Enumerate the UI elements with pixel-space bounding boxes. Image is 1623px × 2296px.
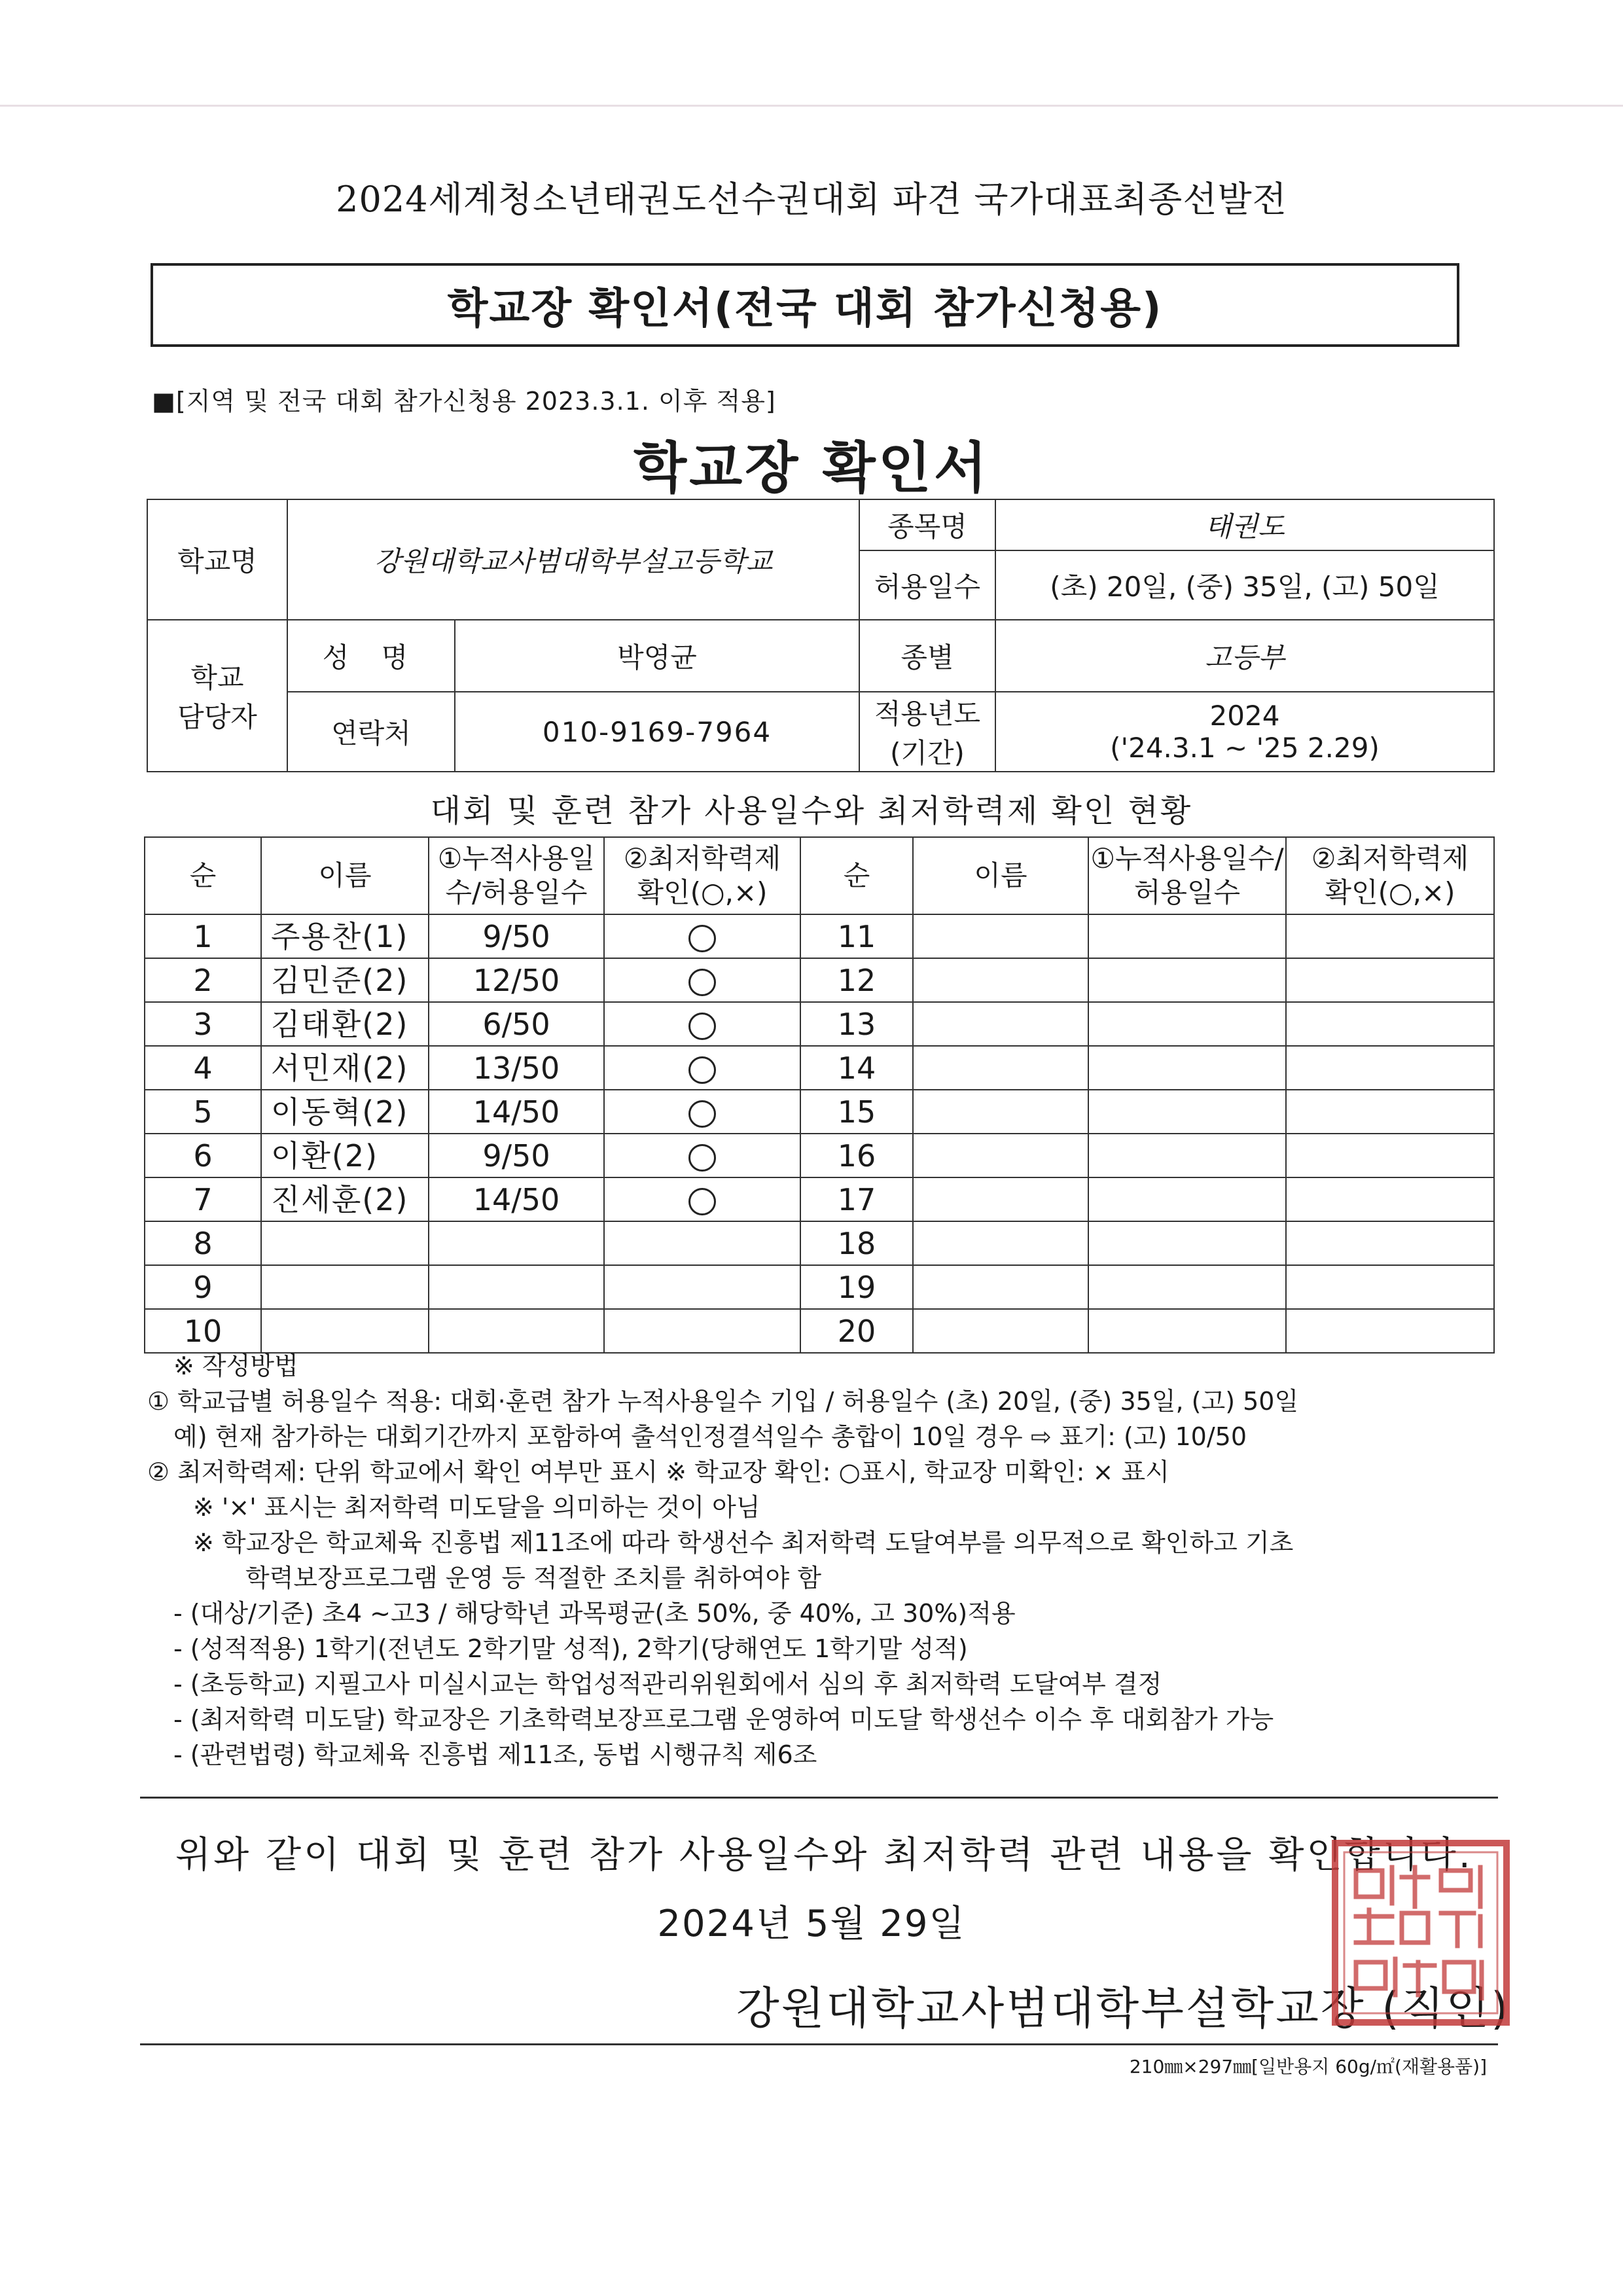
bottom-rule [140,2043,1498,2045]
row-used-days-right [1088,1090,1286,1134]
roster-row [145,1265,1494,1309]
header-days-left-line2: 수/허용일수 [445,876,588,908]
year-value-line1: 2024 [1209,700,1280,732]
row-check-mark [604,1177,800,1221]
row-seq-right: 11 [800,914,913,958]
row-name: 김태환(2) [261,1002,429,1046]
row-name: 진세훈(2) [261,1177,429,1221]
header-seq-right: 순 [800,837,913,914]
header-days-right [1088,837,1286,914]
allowed-days-label: 허용일수 [859,550,995,620]
instruction-line: - (최저학력 미도달) 학교장은 기초학력보장프로그램 운영하여 미도달 학생선수 이수 후 대회참가 가능 [173,1705,1274,1734]
row-name: 이환(2) [261,1134,429,1177]
row-seq: 4 [145,1046,261,1090]
row-check-mark-right [1286,1309,1494,1353]
instruction-line: ※ '×' 표시는 최저학력 미도달을 의미하는 것이 아님 [193,1493,760,1522]
row-used-days: 14/50 [429,1177,604,1221]
row-seq-right: 16 [800,1134,913,1177]
row-name-right [913,1002,1088,1046]
row-check-mark [604,1046,800,1090]
row-name [261,1221,429,1265]
section-title: 대회 및 훈련 참가 사용일수와 최저학력제 확인 현황 [430,793,1193,829]
roster-row [145,1046,1494,1090]
circle-mark-icon [688,1188,716,1215]
year-label [859,692,995,772]
circle-mark-icon [688,1013,716,1040]
manager-label-line1: 학교 [190,662,244,694]
header-days-right-line2: 허용일수 [1133,876,1241,908]
row-seq: 7 [145,1177,261,1221]
row-seq: 8 [145,1221,261,1265]
principal-signature: 강원대학교사범대학부설학교장 (직인) [736,1983,1510,2035]
header-days-right-line1: ①누적사용일수/ [1090,842,1284,874]
row-seq: 1 [145,914,261,958]
row-seq-right: 20 [800,1309,913,1353]
row-check-mark [604,1265,800,1309]
row-check-mark-right [1286,1134,1494,1177]
row-used-days-right [1088,1046,1286,1090]
roster-row [145,914,1494,958]
row-seq-right: 18 [800,1221,913,1265]
row-seq-right: 15 [800,1090,913,1134]
row-check-mark [604,1090,800,1134]
roster-table [144,836,1495,1354]
row-used-days-right [1088,958,1286,1002]
row-check-mark-right [1286,914,1494,958]
row-seq-right: 14 [800,1046,913,1090]
row-name: 이동혁(2) [261,1090,429,1134]
row-used-days [429,1221,604,1265]
header-check-right-line1: ②최저학력제 [1311,842,1469,874]
roster-row [145,1177,1494,1221]
roster-row [145,1002,1494,1046]
header-name-right: 이름 [913,837,1088,914]
instruction-line: - (초등학교) 지필고사 미실시교는 학업성적관리위원회에서 심의 후 최저학력 도달여부 결정 [173,1670,1162,1698]
sport-value: 태권도 [995,499,1494,550]
row-check-mark-right [1286,1221,1494,1265]
instruction-line: 학력보장프로그램 운영 등 적절한 조치를 취하여야 함 [245,1564,822,1592]
school-name: 강원대학교사범대학부설고등학교 [287,499,859,620]
row-name-right [913,1090,1088,1134]
row-used-days: 6/50 [429,1002,604,1046]
row-name [261,1309,429,1353]
row-used-days: 13/50 [429,1046,604,1090]
row-name: 주용찬(1) [261,914,429,958]
category-value: 고등부 [995,620,1494,692]
header-check-left-line1: ②최저학력제 [623,842,781,874]
row-seq: 2 [145,958,261,1002]
name-value: 박영균 [455,620,859,692]
row-name: 김민준(2) [261,958,429,1002]
row-check-mark [604,1309,800,1353]
row-used-days: 14/50 [429,1090,604,1134]
allowed-days-value: (초) 20일, (중) 35일, (고) 50일 [995,550,1494,620]
sport-label: 종목명 [859,499,995,550]
row-used-days-right [1088,914,1286,958]
contact-label: 연락처 [287,692,455,772]
paper-spec: 210㎜×297㎜[일반용지 60g/㎡(재활용품)] [1129,2056,1487,2077]
roster-row [145,958,1494,1002]
row-used-days: 9/50 [429,1134,604,1177]
row-name: 서민재(2) [261,1046,429,1090]
confirmation-statement: 위와 같이 대회 및 훈련 참가 사용일수와 최저학력 관련 내용을 확인합니다. [175,1834,1473,1876]
applicability-note: ■[지역 및 전국 대회 참가신청용 2023.3.1. 이후 적용] [152,387,776,416]
row-used-days-right [1088,1134,1286,1177]
row-name-right [913,1309,1088,1353]
row-name-right [913,1046,1088,1090]
year-value-line2: ('24.3.1 ~ '25 2.29) [1110,732,1380,764]
roster-row [145,1090,1494,1134]
row-used-days-right [1088,1221,1286,1265]
row-used-days: 12/50 [429,958,604,1002]
separator-rule [140,1797,1498,1799]
row-check-mark-right [1286,1046,1494,1090]
issue-date: 2024년 5월 29일 [657,1903,966,1945]
row-check-mark [604,1134,800,1177]
instruction-line: ※ 학교장은 학교체육 진흥법 제11조에 따라 학생선수 최저학력 도달여부를 의무적으로 확인하고 기초 [193,1528,1294,1557]
row-seq: 6 [145,1134,261,1177]
circle-mark-icon [688,925,716,952]
row-check-mark [604,1221,800,1265]
row-seq: 3 [145,1002,261,1046]
instruction-line: ② 최저학력제: 단위 학교에서 확인 여부만 표시 ※ 학교장 확인: ○표시, 학교장 미확인: × 표시 [147,1458,1169,1486]
top-rule [0,105,1623,107]
manager-label [147,620,287,772]
circle-mark-icon [688,1144,716,1172]
row-name-right [913,1265,1088,1309]
row-used-days [429,1309,604,1353]
row-check-mark-right [1286,1177,1494,1221]
header-days-left-line1: ①누적사용일 [437,842,596,874]
row-name [261,1265,429,1309]
instruction-line: - (대상/기준) 초4 ~고3 / 해당학년 과목평균(초 50%, 중 40%, 고 30%)적용 [173,1599,1016,1628]
row-name-right [913,914,1088,958]
year-value [995,692,1494,772]
row-seq-right: 12 [800,958,913,1002]
header-check-right [1286,837,1494,914]
contact-value: 010-9169-7964 [455,692,859,772]
row-used-days [429,1265,604,1309]
form-title-box [151,263,1459,347]
instructions-heading: ※ 작성방법 [173,1352,298,1380]
row-used-days-right [1088,1002,1286,1046]
school-info-table [147,499,1495,772]
header-check-left [604,837,800,914]
header-name-left: 이름 [261,837,429,914]
roster-row [145,1309,1494,1353]
row-used-days-right [1088,1309,1286,1353]
official-seal [1330,1838,1512,2028]
header-days-left [429,837,604,914]
row-check-mark [604,1002,800,1046]
row-name-right [913,958,1088,1002]
row-name-right [913,1221,1088,1265]
circle-mark-icon [688,1056,716,1084]
row-check-mark-right [1286,1265,1494,1309]
row-name-right [913,1177,1088,1221]
circle-mark-icon [688,969,716,996]
document-title: 학교장 확인서 [633,436,990,500]
row-used-days: 9/50 [429,914,604,958]
instructions [147,1348,1502,1772]
row-seq-right: 13 [800,1002,913,1046]
instruction-line: - (관련법령) 학교체육 진흥법 제11조, 동법 시행규칙 제6조 [173,1740,817,1769]
instruction-line: ① 학교급별 허용일수 적용: 대회·훈련 참가 누적사용일수 기입 / 허용일수 (초) 20일, (중) 35일, (고) 50일 [147,1387,1299,1416]
instruction-line: - (성적적용) 1학기(전년도 2학기말 성적), 2학기(당해연도 1학기말 성적) [173,1634,968,1663]
row-name-right [913,1134,1088,1177]
row-check-mark [604,914,800,958]
instruction-line: 예) 현재 참가하는 대회기간까지 포함하여 출석인정결석일수 총합이 10일 경우 ⇨ 표기: (고) 10/50 [173,1422,1247,1451]
row-used-days-right [1088,1177,1286,1221]
header-seq-left: 순 [145,837,261,914]
row-seq-right: 19 [800,1265,913,1309]
event-title: 2024세계청소년태권도선수권대회 파견 국가대표최종선발전 [336,179,1287,220]
row-used-days-right [1088,1265,1286,1309]
form-title: 학교장 확인서(전국 대회 참가신청용) [447,285,1163,333]
header-check-right-line2: 확인(○,×) [1325,876,1455,908]
row-check-mark-right [1286,1002,1494,1046]
school-label: 학교명 [147,499,287,620]
row-seq: 9 [145,1265,261,1309]
row-seq: 10 [145,1309,261,1353]
row-seq-right: 17 [800,1177,913,1221]
row-check-mark [604,958,800,1002]
category-label: 종별 [859,620,995,692]
header-check-left-line2: 확인(○,×) [637,876,768,908]
year-label-line1: 적용년도 [874,698,981,730]
manager-label-line2: 담당자 [177,701,257,733]
row-check-mark-right [1286,958,1494,1002]
year-label-line2: (기간) [890,737,965,769]
circle-mark-icon [688,1100,716,1128]
roster-row [145,1134,1494,1177]
name-label: 성 명 [287,620,455,692]
row-seq: 5 [145,1090,261,1134]
row-check-mark-right [1286,1090,1494,1134]
roster-row [145,1221,1494,1265]
